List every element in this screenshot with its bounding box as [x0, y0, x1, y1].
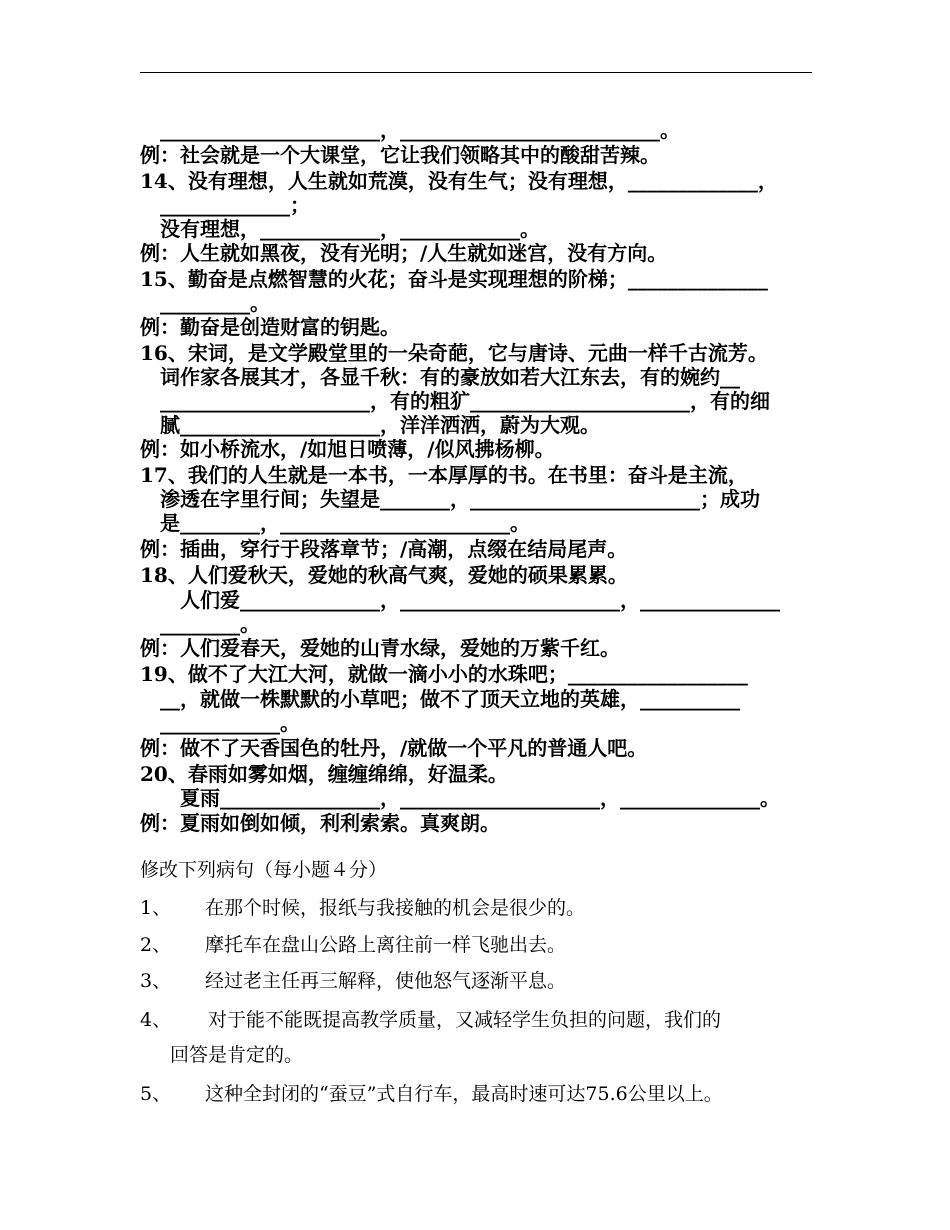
exercise-line: 20、春雨如雾如烟，缠缠绵绵，好温柔。 — [140, 762, 508, 786]
exercise-line: ____________。 — [140, 711, 300, 735]
exercise-line: 例：做不了天香国色的牡丹，/就做一个平凡的普通人吧。 — [140, 736, 648, 760]
exercise-line: __，就做一株默默的小草吧；做不了顶天立地的英雄，__________ — [140, 687, 740, 711]
exercise-line: ________。 — [140, 612, 260, 636]
exercise-line: 没有理想，____________，____________。 — [140, 217, 540, 241]
exercise-line: 14、没有理想，人生就如荒漠，没有生气；没有理想，_____________， — [140, 169, 778, 193]
exercise-line: 例：人生就如黑夜，没有光明；/人生就如迷宫，没有方向。 — [140, 241, 668, 265]
item-3-text: 经过老主任再三解释，使他怒气逐渐平息。 — [205, 970, 567, 992]
exercise-line: 例：社会就是一个大课堂，它让我们领略其中的酸甜苦辣。 — [140, 143, 660, 167]
item-2-number: 2、 — [140, 934, 172, 956]
item-4-number: 4、 — [140, 1009, 172, 1031]
exercise-line: _____________； — [140, 193, 310, 217]
item-1-text: 在那个时候，报纸与我接触的机会是很少的。 — [205, 897, 586, 919]
exercise-line: 例：人们爱春天，爱她的山青水绿，爱她的万紫千红。 — [140, 636, 620, 660]
exercise-line: 16、宋词，是文学殿堂里的一朵奇葩，它与唐诗、元曲一样千古流芳。 — [140, 341, 768, 365]
item-4-text-cont: 回答是肯定的。 — [170, 1044, 304, 1066]
exercise-line: 是________，_______________________。 — [140, 511, 530, 535]
exercise-line: 人们爱______________，______________________，______________ — [140, 588, 780, 612]
exercise-line: 18、人们爱秋天，爱她的秋高气爽，爱她的硕果累累。 — [140, 563, 628, 587]
exercise-line: _____________________，有的粗犷______________________，有的细 — [140, 389, 770, 413]
exercise-line: 例：如小桥流水，/如旭日喷薄，/似风拂杨柳。 — [140, 437, 555, 461]
exercise-line: 腻____________________，洋洋洒洒，蔚为大观。 — [140, 413, 600, 437]
exercise-line: 例：夏雨如倒如倾，利利索索。真爽朗。 — [140, 811, 500, 835]
exercise-line: 渗透在字里行间；失望是_______，_______________________；成功 — [140, 487, 760, 511]
exercise-line: 例：插曲，穿行于段落章节；/高潮，点缀在结局尾声。 — [140, 537, 628, 561]
header-rule — [140, 72, 812, 73]
exercise-line: 15、勤奋是点燃智慧的火花；奋斗是实现理想的阶梯；______________ — [140, 267, 768, 291]
item-5-text: 这种全封闭的“蚕豆”式自行车，最高时速可达75.6公里以上。 — [205, 1083, 723, 1105]
exercise-line: 夏雨________________，____________________，______________。 — [140, 786, 780, 810]
item-2-text: 摩托车在盘山公路上离往前一样飞驰出去。 — [205, 934, 567, 956]
item-4-text: 对于能不能既提高教学质量，又减轻学生负担的问题，我们的 — [208, 1009, 722, 1031]
section-heading: 修改下列病句（每小题４分） — [140, 859, 388, 881]
item-1-number: 1、 — [140, 897, 172, 919]
item-5-number: 5、 — [140, 1083, 172, 1105]
exercise-line: 例：勤奋是创造财富的钥匙。 — [140, 315, 400, 339]
exercise-line: 19、做不了大江大河，就做一滴小小的水珠吧；__________________ — [140, 662, 748, 686]
exercise-line: 17、我们的人生就是一本书，一本厚厚的书。在书里：奋斗是主流， — [140, 463, 748, 487]
exercise-line: _________。 — [140, 291, 270, 315]
exercise-line: 词作家各展其才，各显千秋：有的豪放如若大江东去，有的婉约__ — [140, 365, 740, 389]
exercise-line: ______________________，__________________________。 — [140, 118, 680, 142]
item-3-number: 3、 — [140, 970, 172, 992]
